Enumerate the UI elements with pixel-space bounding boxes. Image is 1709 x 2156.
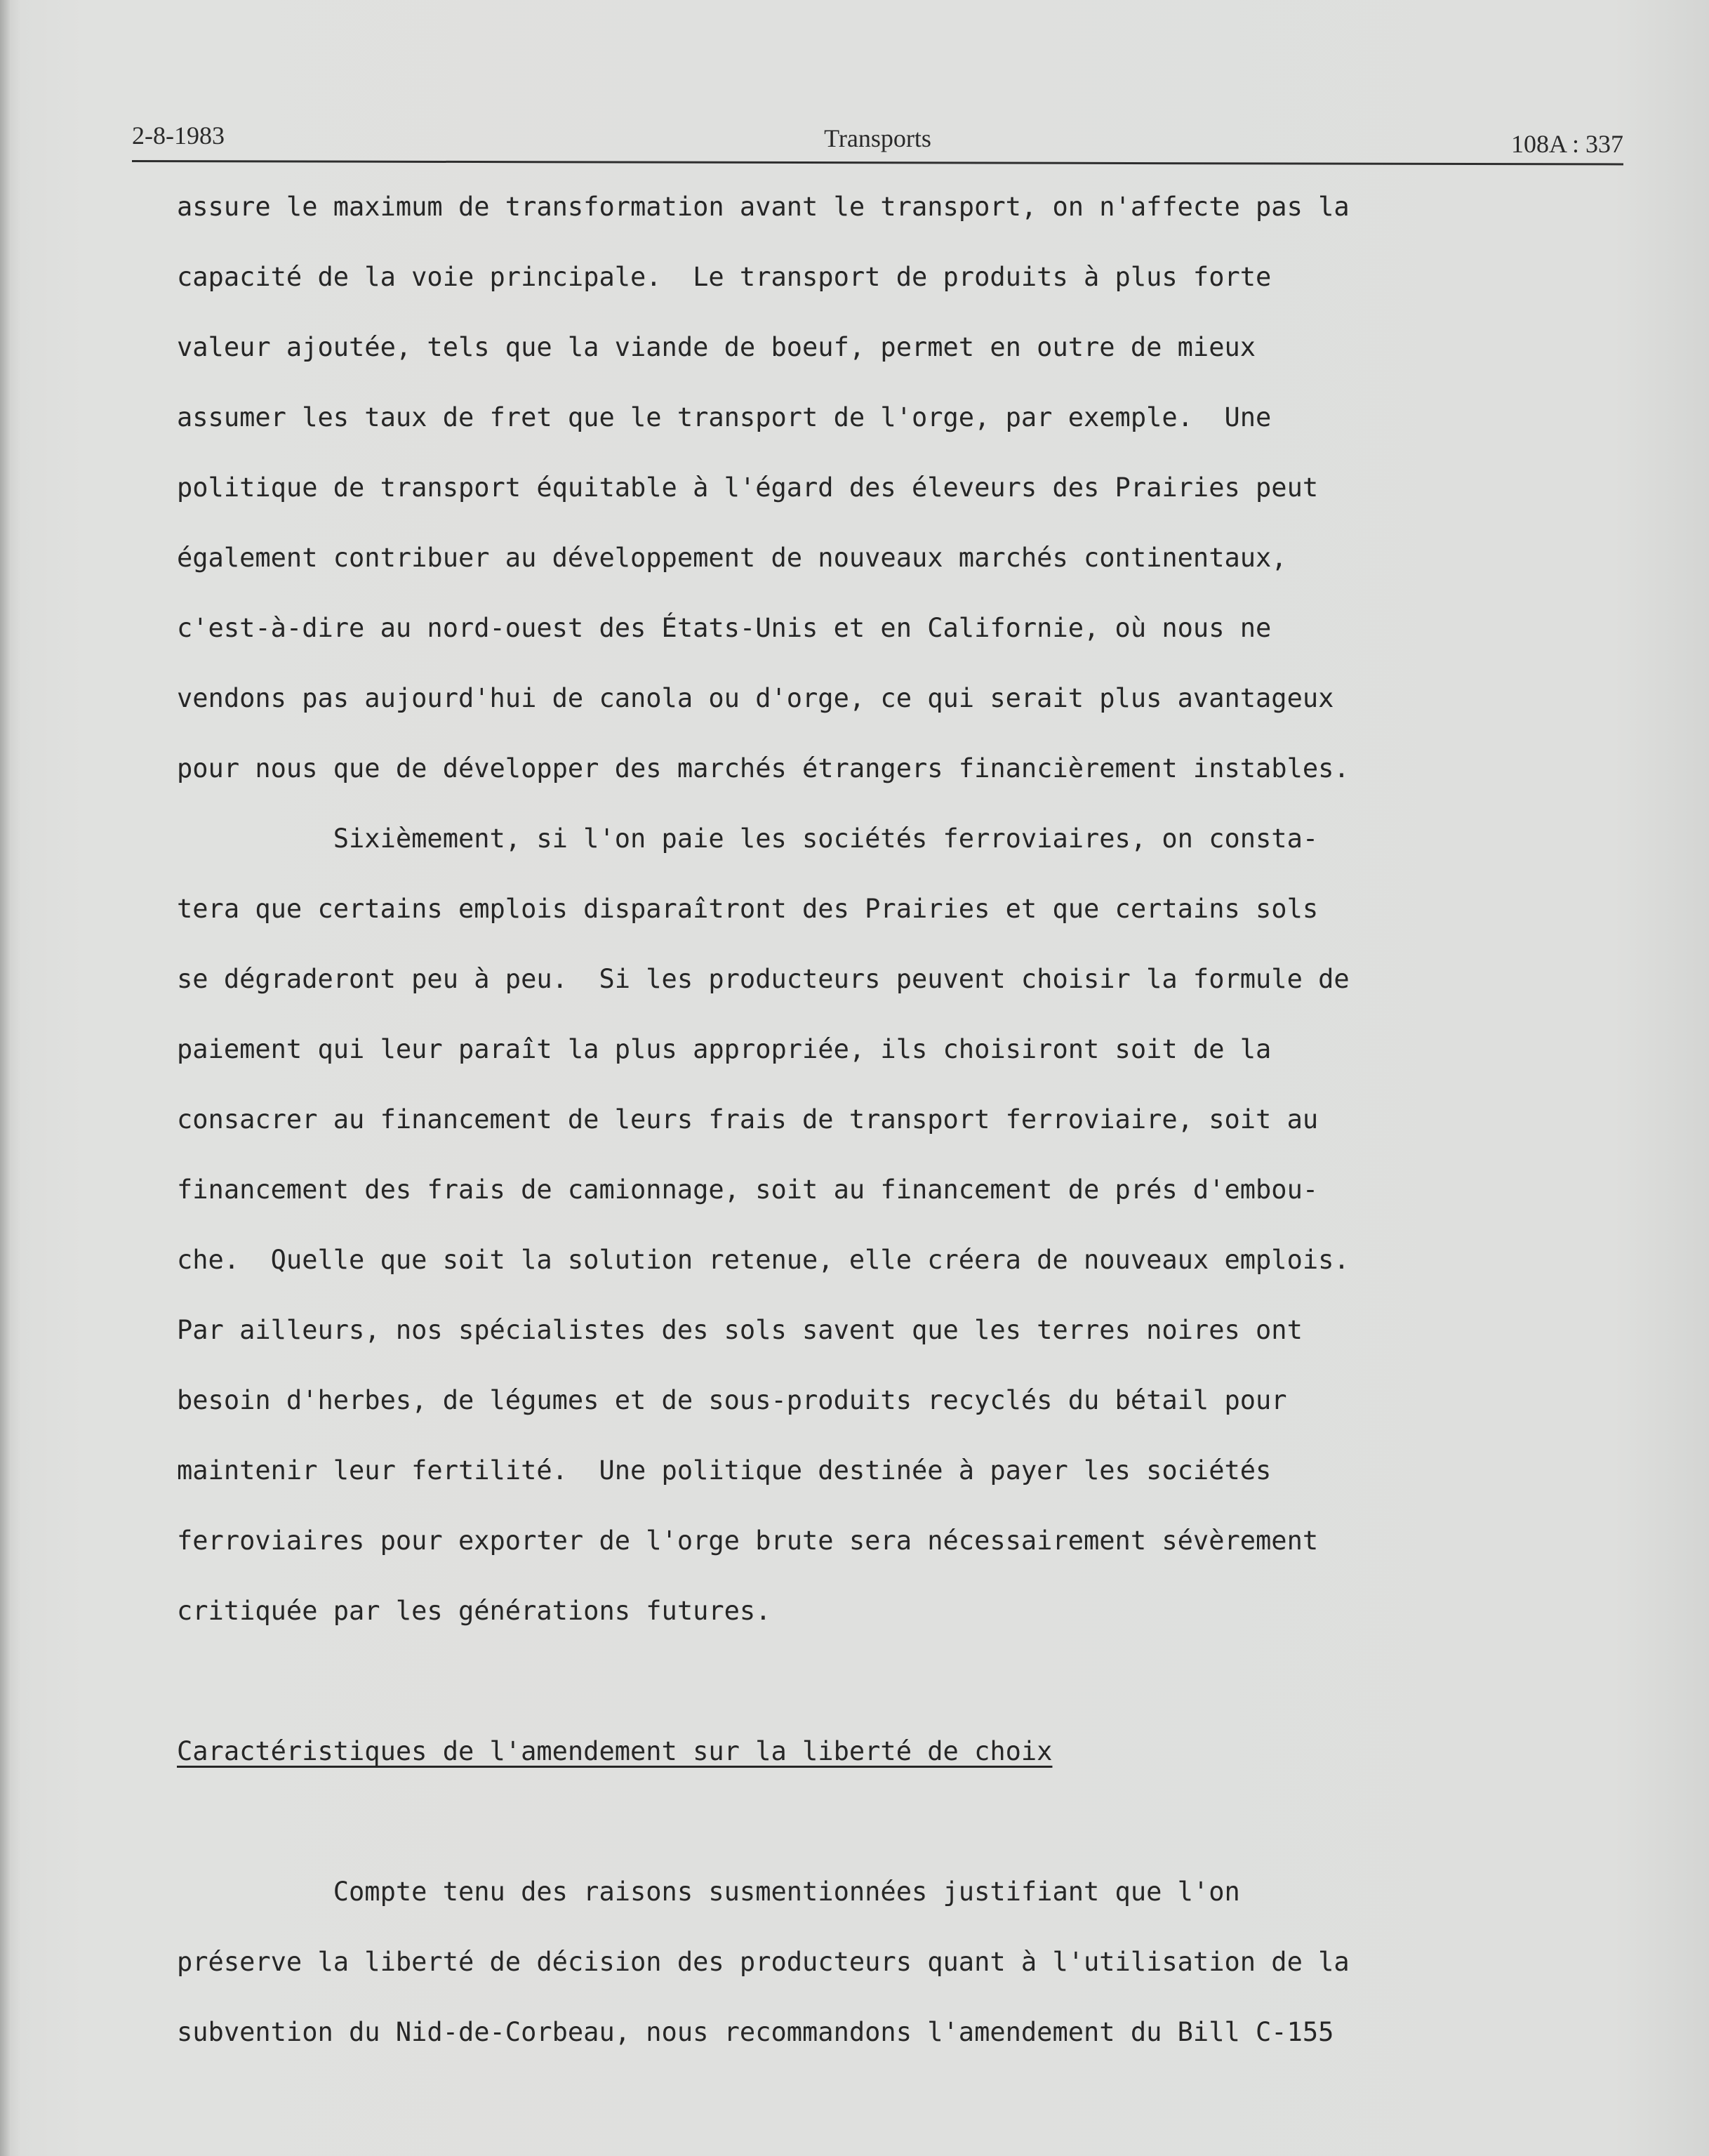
text-line: consacrer au financement de leurs frais de transport ferroviaire, soit au — [177, 1104, 1319, 1135]
text-line: che. Quelle que soit la solution retenue, elle créera de nouveaux emplois. — [177, 1245, 1350, 1275]
text-line: pour nous que de développer des marchés étrangers financièrement instables. — [177, 753, 1350, 783]
text-line: capacité de la voie principale. Le transport de produits à plus forte — [177, 262, 1272, 292]
text-line: vendons pas aujourd'hui de canola ou d'orge, ce qui serait plus avantageux — [177, 683, 1334, 713]
text-line: Par ailleurs, nos spécialistes des sols savent que les terres noires ont — [177, 1315, 1303, 1345]
text-line: assumer les taux de fret que le transport de l'orge, par exemple. Une — [177, 402, 1272, 432]
text-line: subvention du Nid-de-Corbeau, nous recommandons l'amendement du Bill C-155 — [177, 2017, 1334, 2047]
text-line: Sixièmement, si l'on paie les sociétés ferroviaires, on consta- — [177, 824, 1319, 854]
header-page-number: 108A : 337 — [1510, 130, 1623, 158]
text-line: critiquée par les générations futures. — [177, 1596, 771, 1626]
header-date: 2-8-1983 — [132, 121, 225, 150]
page-header — [132, 121, 1623, 156]
section-heading: Caractéristiques de l'amendement sur la liberté de choix — [177, 1736, 1053, 1766]
text-line: maintenir leur fertilité. Une politique destinée à payer les sociétés — [177, 1455, 1272, 1486]
page-binding-edge — [0, 0, 10, 2156]
text-line: se dégraderont peu à peu. Si les producteurs peuvent choisir la formule de — [177, 964, 1350, 994]
text-line: paiement qui leur paraît la plus appropriée, ils choisiront soit de la — [177, 1034, 1272, 1064]
text-line: tera que certains emplois disparaîtront des Prairies et que certains sols — [177, 894, 1319, 924]
text-line: valeur ajoutée, tels que la viande de boeuf, permet en outre de mieux — [177, 332, 1256, 362]
text-line: assure le maximum de transformation avant le transport, on n'affecte pas la — [177, 192, 1350, 222]
text-line: c'est-à-dire au nord-ouest des États-Unis et en Californie, où nous ne — [177, 613, 1272, 643]
text-line: besoin d'herbes, de légumes et de sous-produits recyclés du bétail pour — [177, 1385, 1287, 1415]
text-line: financement des frais de camionnage, soit au financement de prés d'embou- — [177, 1175, 1319, 1205]
text-line: ferroviaires pour exporter de l'orge brute sera nécessairement sévèrement — [177, 1526, 1319, 1556]
text-line: également contribuer au développement de nouveaux marchés continentaux, — [177, 543, 1287, 573]
text-line: préserve la liberté de décision des producteurs quant à l'utilisation de la — [177, 1947, 1350, 1977]
header-rule — [132, 160, 1623, 165]
header-title: Transports — [824, 124, 931, 152]
text-line: politique de transport équitable à l'égard des éleveurs des Prairies peut — [177, 472, 1319, 503]
text-line: Compte tenu des raisons susmentionnées justifiant que l'on — [177, 1877, 1240, 1907]
